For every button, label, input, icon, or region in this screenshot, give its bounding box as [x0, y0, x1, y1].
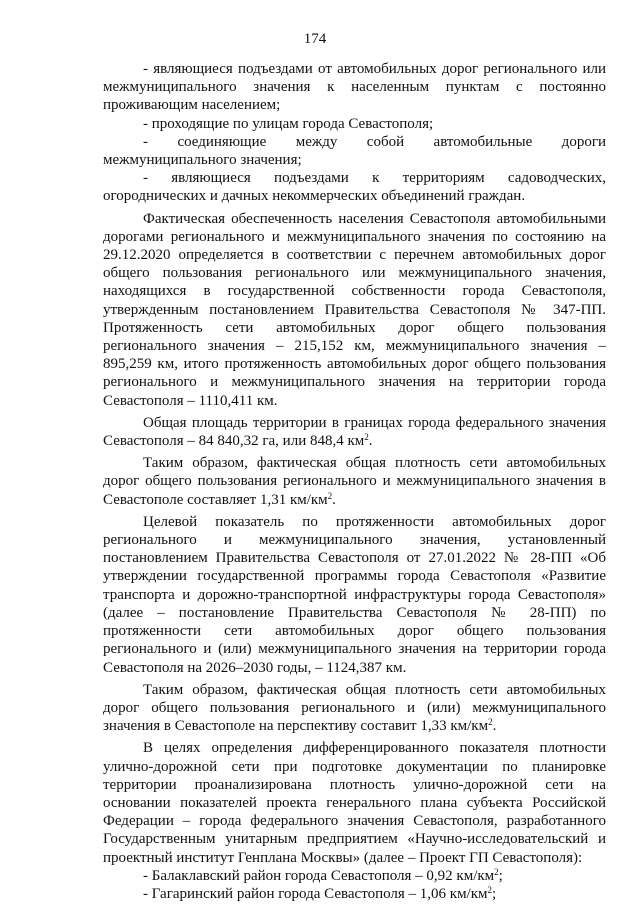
paragraph: Таким образом, фактическая общая плотность сети автомобильных дорог общего пользования регионального и (или) межмуниципального значения в Севастополе на перспективу составит 1,33 $км/км^2$. [103, 681, 606, 735]
superscript: 2 [494, 866, 499, 877]
superscript: 2 [488, 717, 493, 728]
paragraph: Таким образом, фактическая общая плотность сети автомобильных дорог общего пользования регионального и межмуниципального значения в Севастополе составляет 1,31 $км/км^2$. [103, 455, 606, 508]
paragraph: - соединяющие между собой автомобильные дороги межмуниципального значения; [103, 133, 606, 169]
paragraph: - Балаклавский район города Севастополя – 0,92 $км/км^2$; [143, 866, 503, 884]
superscript: 2 [364, 432, 369, 443]
superscript: 2 [487, 884, 493, 895]
paragraph: В целях определения дифференцированного показателя плотности улично-дорожной сети при подготовке документации по планировке территории проанализирована плотность улично-дорожной сети на основании показателей проекта генерального плана субъекта Российской Федерации – города федерального значения Севастополя, разработанного Государственным унитарным предприятием «Научно-исследовательский и проектный институт Генплана Москвы» (далее – Проект ГП Севастополя): [103, 740, 606, 866]
paragraph: Общая площадь территории в границах города федерального значения Севастополя – 84 840,32 га, или 848,4 $км^2$. [103, 414, 606, 450]
superscript: 2 [327, 490, 333, 501]
paragraph: - проходящие по улицам города Севастополя; [143, 115, 434, 132]
body-text [103, 60, 606, 903]
paragraph: Целевой показатель по протяженности автомобильных дорог регионального и межмуниципального значения, установленный постановлением Правительства Севастополя от 27.01.2022 № 28-ПП «Об утверждении государственной программы города Севастополя «Развитие транспорта и дорожно-транспортной инфраструктуры города Севастополя» (далее – постановление Правительства Севастополя № 28-ПП) по протяженности сети автомобильных дорог общего пользования регионального и (или) межмуниципального значения на территории города Севастополя на 2026–2030 годы, – 1124,387 км. [103, 513, 606, 676]
paragraph: Фактическая обеспеченность населения Севастополя автомобильными дорогами регионального и межмуниципального значения по состоянию на 29.12.2020 определяется в соответствии с перечнем автомобильных дорог общего пользования регионального или межмуниципального значения, находящихся в государственной собственности города Севастополя, утвержденным постановлением Правительства Севастополя № 347-ПП. Протяженность сети автомобильных дорог общего пользования регионального значения – 215,152 км, межмуниципального значения – 895,259 км, итого протяженность автомобильных дорог общего пользования регионального и межмуниципального значения на территории города Севастополя – 1110,411 км. [103, 210, 606, 409]
paragraph: - Гагаринский район города Севастополя – 1,06 $км/км^2$; [143, 884, 497, 902]
paragraph: - являющиеся подъездами к территориям садоводческих, огороднических и дачных некоммерческих объединений граждан. [103, 170, 606, 205]
page-number: 174 [303, 31, 327, 47]
paragraph: - являющиеся подъездами от автомобильных дорог регионального или межмуниципального значения к населенным пунктам с постоянно проживающим населением; [103, 61, 606, 114]
